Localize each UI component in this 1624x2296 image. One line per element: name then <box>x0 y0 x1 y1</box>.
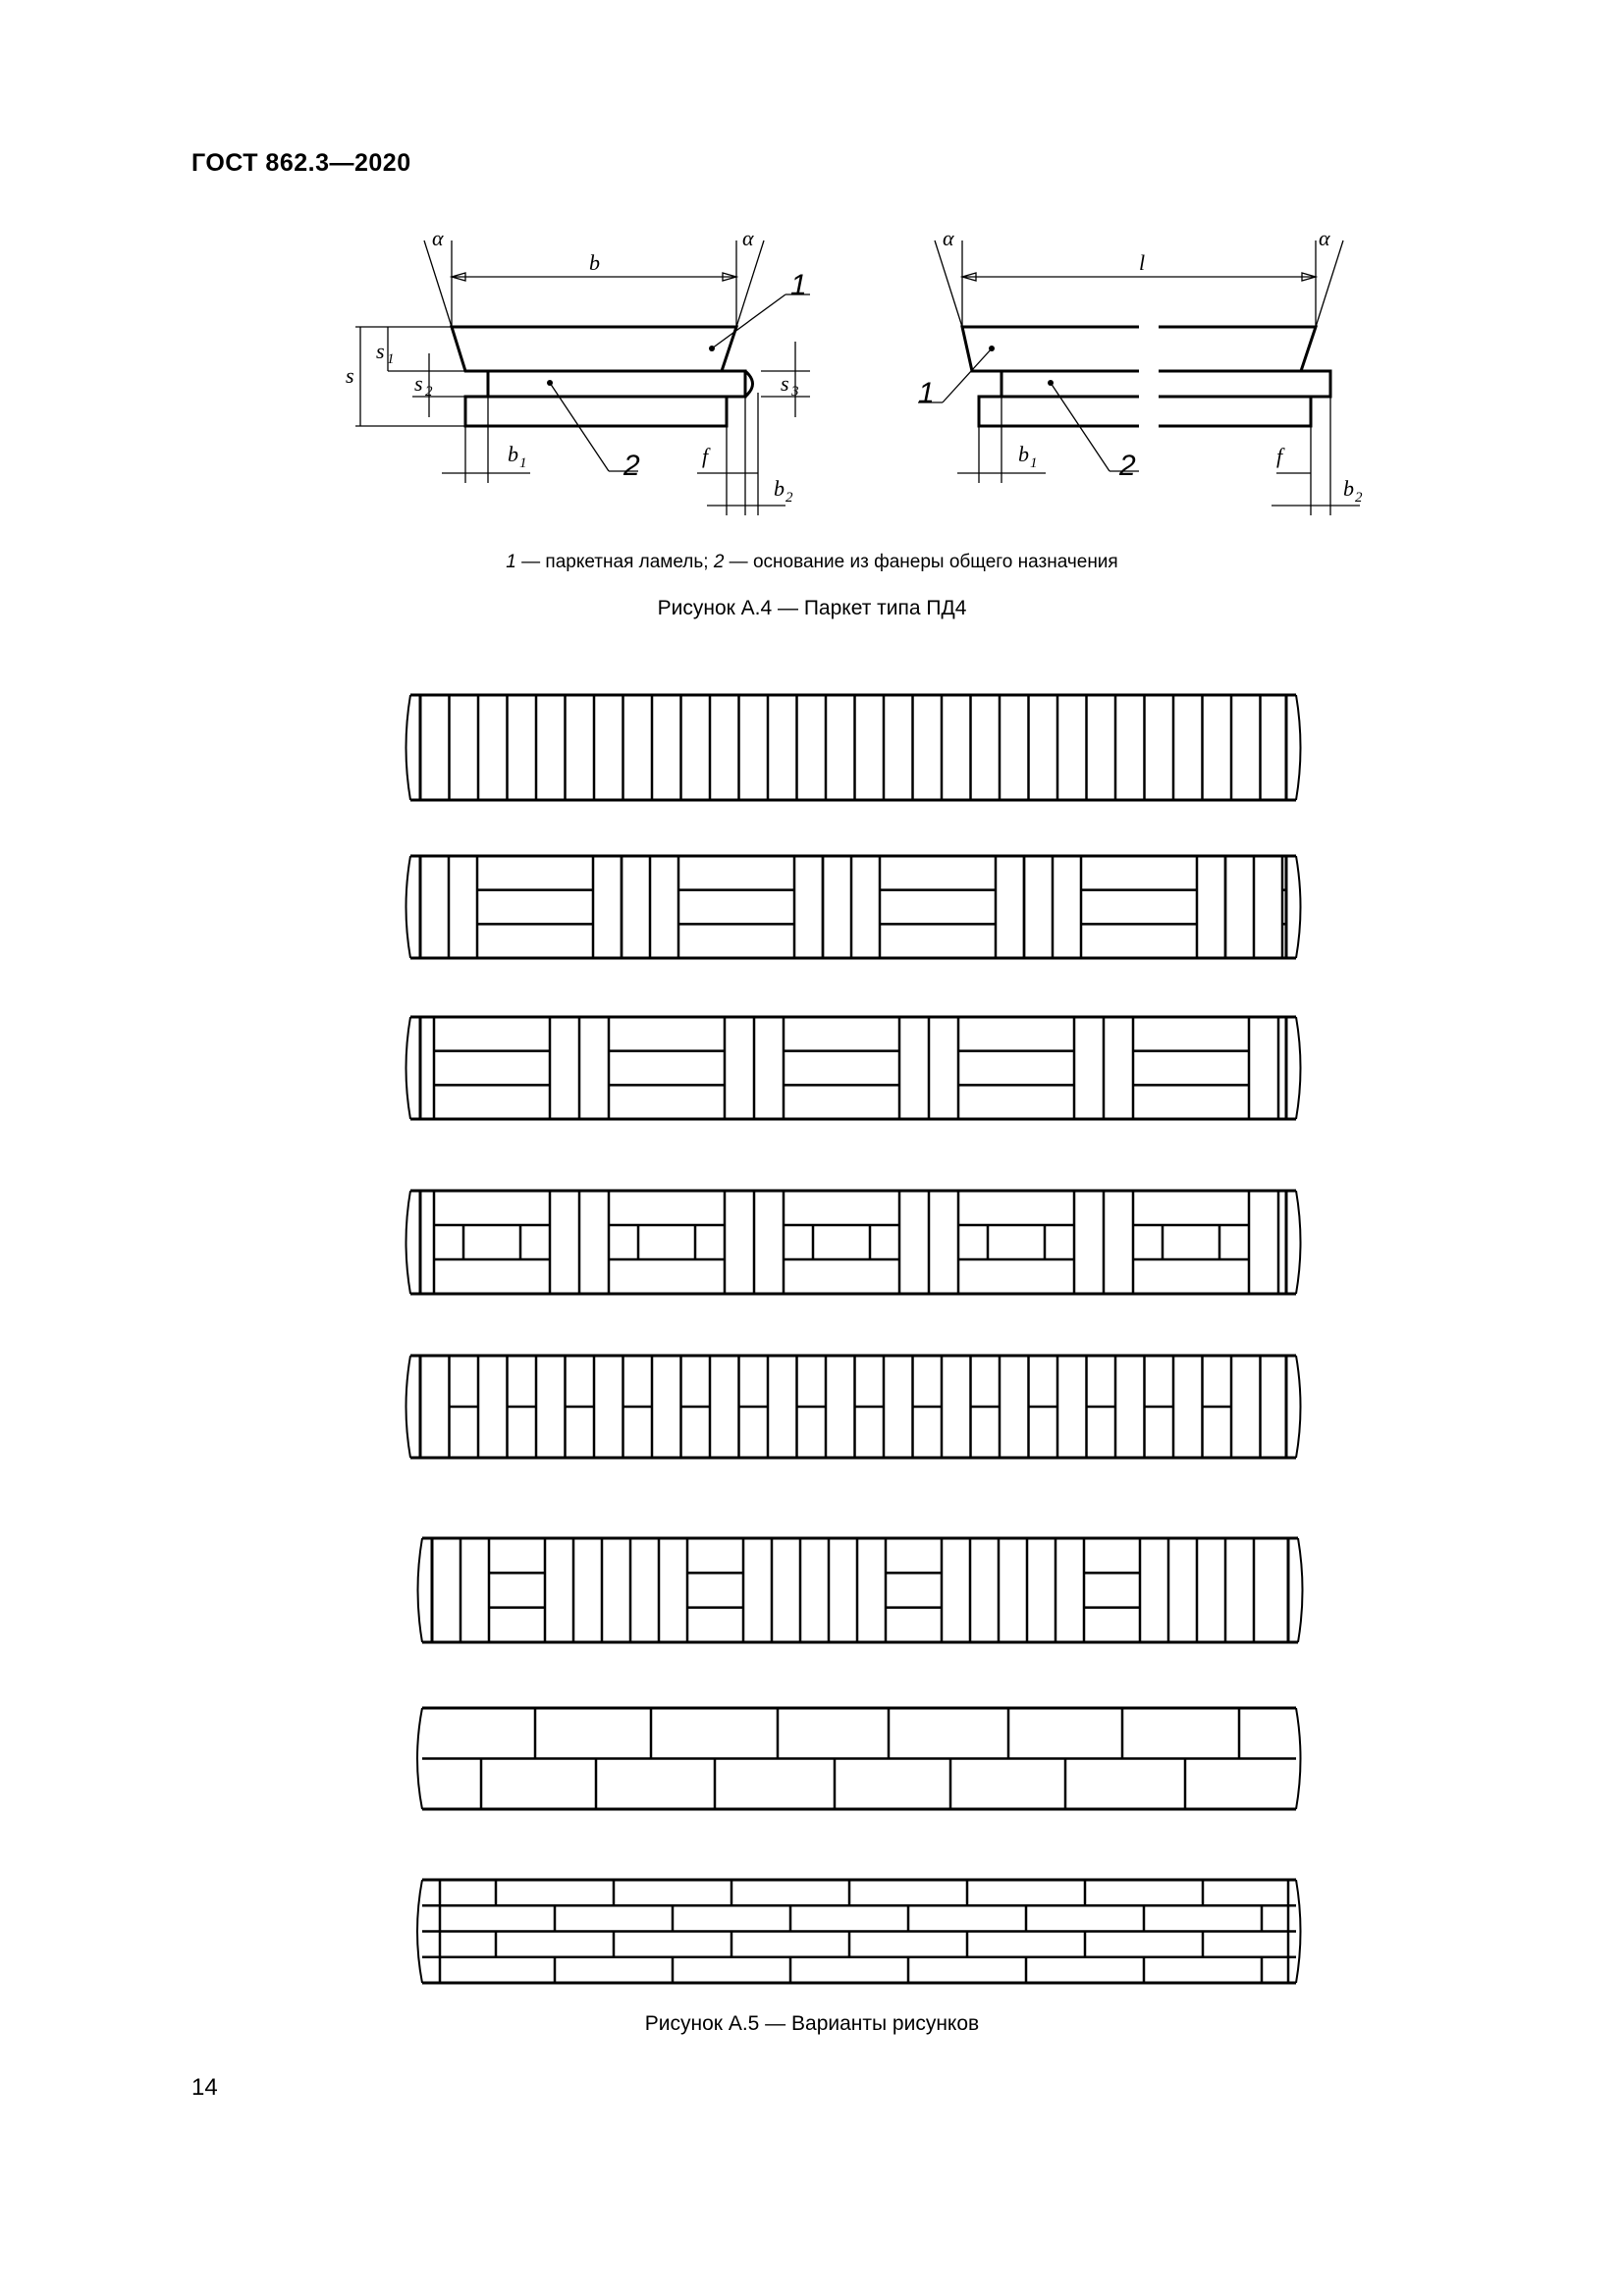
pattern-strip-strip-block <box>406 856 1301 958</box>
figure-a4-caption: Рисунок А.4 — Паркет типа ПД4 <box>657 597 967 619</box>
b2-label-right: b <box>1343 476 1354 501</box>
page-number: 14 <box>191 2074 218 2101</box>
b1-sub-right: 1 <box>1030 455 1038 471</box>
pattern-brick-two-row <box>417 1708 1301 1809</box>
b1-label-left: b <box>508 442 518 466</box>
s-label: s <box>346 363 354 388</box>
s1-label: s <box>376 339 385 363</box>
callout-2-left: 2 <box>623 450 640 482</box>
s2-label: s <box>414 371 423 396</box>
pattern-strip-block-alt <box>418 1538 1303 1642</box>
b1-label-right: b <box>1018 442 1029 466</box>
b2-sub-right: 2 <box>1355 490 1363 506</box>
b2-sub-left: 2 <box>785 490 793 506</box>
b-label: b <box>589 250 600 275</box>
callout-2-right: 2 <box>1119 450 1136 482</box>
s1-sub: 1 <box>387 351 395 367</box>
alpha-label-1: α <box>432 226 444 250</box>
document-header: ГОСТ 862.3—2020 <box>191 149 411 177</box>
b1-sub-left: 1 <box>519 455 527 471</box>
figure-a5-caption: Рисунок А.5 — Варианты рисунков <box>644 2012 980 2035</box>
pattern-vertical-strips <box>406 695 1301 800</box>
f-label-left: f <box>702 444 709 468</box>
callout-1-right: 1 <box>918 377 935 409</box>
l-label: l <box>1139 250 1146 275</box>
pattern-block-strip-block <box>406 1017 1301 1119</box>
callout-1-left: 1 <box>790 269 807 301</box>
s2-sub: 2 <box>425 384 433 400</box>
pattern-h-pattern <box>406 1356 1301 1458</box>
b2-label-left: b <box>774 476 785 501</box>
pattern-frame-block <box>406 1191 1301 1294</box>
alpha-label-3: α <box>943 226 954 250</box>
f-label-right: f <box>1276 444 1283 468</box>
alpha-label-4: α <box>1319 226 1330 250</box>
alpha-label-2: α <box>742 226 754 250</box>
s3-sub: 3 <box>791 384 799 400</box>
figure-a4-legend: 1 — паркетная ламель; 2 — основание из фанеры общего назначения <box>506 552 1118 572</box>
s3-label: s <box>781 371 789 396</box>
pattern-brick-four-row <box>417 1880 1301 1983</box>
